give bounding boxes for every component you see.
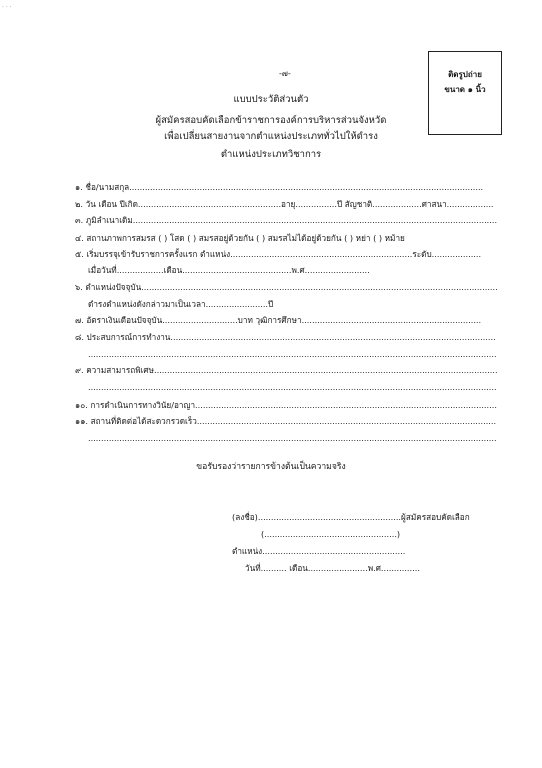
page-number: -๗- — [279, 69, 291, 78]
field-current-position[interactable]: ๖. ตำแหน่งปัจจุบัน......................................................................................................................................... — [75, 282, 498, 292]
field-contact-address-cont[interactable]: ............................................................................................................................................................. — [88, 433, 497, 443]
field-salary-education[interactable]: ๗. อัตราเงินเดือนปัจจุบัน.............................บาท วุฒิการศึกษา..................................................................... — [75, 315, 482, 325]
field-disciplinary[interactable]: ๑๐. การดำเนินการทางวินัย/อาญา.................................................................................................................... — [75, 400, 497, 410]
field-hometown[interactable]: ๓. ภูมิลำเนาเดิม............................................................................................................................................ — [75, 215, 498, 225]
form-subtitle-3: ตำแหน่งประเภทวิชาการ — [220, 149, 322, 160]
field-birthdate[interactable]: ๒. วัน เดือน ปีเกิด.......................................................อายุ................ปี สัญชาติ...................ศาสนา.................. — [75, 199, 494, 209]
field-marital-status[interactable]: ๔. สถานภาพการสมรส ( ) โสด ( ) สมรสอยู่ด้วยกัน ( ) สมรสไม่ได้อยู่ด้วยกัน ( ) หย่า ( ) หม้าย — [75, 233, 405, 243]
printed-name-line[interactable]: (...................................................) — [261, 529, 401, 539]
field-special-skills-cont[interactable]: ............................................................................................................................................................. — [88, 382, 497, 392]
field-work-experience[interactable]: ๘. ประสบการณ์การทำงาน............................................................................................................................. — [75, 332, 496, 342]
form-title: แบบประวัติส่วนตัว — [233, 94, 309, 105]
form-subtitle-1: ผู้สมัครสอบคัดเลือกข้าราชการองค์การบริหารส่วนจังหวัด — [155, 115, 387, 126]
photo-box-label: ติดรูปถ่าย — [448, 70, 482, 79]
field-special-skills[interactable]: ๙. ความสามารถพิเศษ.................................................................................................................................... — [75, 365, 498, 375]
field-first-appointment[interactable]: ๕. เริ่มบรรจุเข้ารับราชการครั้งแรก ตำแหน่ง......................................................................ระดับ................... — [75, 249, 482, 259]
photo-box-size: ขนาด ๑ นิ้ว — [444, 85, 486, 94]
certification-statement: ขอรับรองว่ารายการข้างต้นเป็นความจริง — [196, 462, 346, 472]
field-name[interactable]: ๑. ชื่อ/นามสกุล........................................................................................................................................ — [75, 182, 484, 192]
field-appointment-date[interactable]: เมื่อวันที่..................เดือน..........................................พ.ศ......................... — [88, 265, 370, 275]
field-work-experience-cont[interactable]: ............................................................................................................................................................. — [88, 349, 497, 359]
field-position-duration[interactable]: ดำรงตำแหน่งดังกล่าวมาเป็นเวลา........................ปี — [88, 299, 274, 309]
scan-artifact: · · · — [2, 4, 12, 11]
position-line[interactable]: ตำแหน่ง....................................................... — [232, 546, 406, 556]
date-line[interactable]: วันที่.......... เดือน.......................พ.ศ............... — [245, 563, 420, 573]
signature-line[interactable]: (ลงชื่อ).......................................................ผู้สมัครสอบคัดเลือก — [232, 512, 470, 522]
field-contact-address[interactable]: ๑๑. สถานที่ติดต่อได้สะดวกรวดเร็ว................................................................................................................... — [75, 416, 497, 426]
form-subtitle-2: เพื่อเปลี่ยนสายงานจากตำแหน่งประเภททั่วไปให้ดำรง — [164, 131, 378, 142]
